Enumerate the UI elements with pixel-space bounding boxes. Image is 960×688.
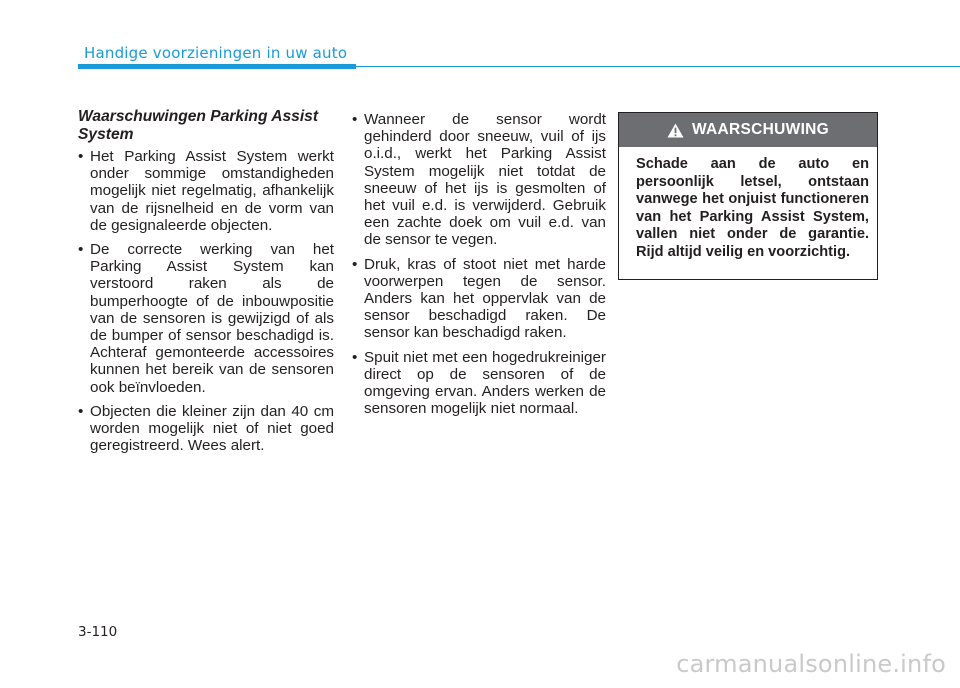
list-item-text: Spuit niet met een hogedrukreiniger direct op de sensoren of de omgeving ervan. Anders werken de sensoren mogelijk niet normaal. xyxy=(364,348,606,418)
header-rule xyxy=(356,66,960,67)
bullet-icon: • xyxy=(78,402,84,420)
bullet-icon: • xyxy=(78,241,84,259)
left-bullet-list xyxy=(78,148,334,454)
header-accent-bar xyxy=(78,64,356,69)
list-item-text: Objecten die kleiner zijn dan 40 cm worden mogelijk niet of niet goed geregistreerd. Wees alert. xyxy=(90,402,334,455)
list-item xyxy=(352,256,606,342)
warning-header xyxy=(619,113,877,147)
bullet-icon: • xyxy=(78,148,84,165)
warning-title: WAARSCHUWING xyxy=(691,121,830,138)
list-item-text: Druk, kras of stoot niet met harde voorwerpen tegen de sensor. Anders kan het oppervlak van de sensor beschadigd raken. De sensor kan beschadigd raken. xyxy=(364,255,606,342)
bullet-icon: • xyxy=(352,255,358,273)
bullet-icon: • xyxy=(352,348,358,366)
list-item xyxy=(78,403,334,455)
section-header-title: Handige voorzieningen in uw auto xyxy=(84,44,348,62)
page-number: 3-110 xyxy=(78,624,118,640)
left-column xyxy=(78,108,334,461)
list-item xyxy=(78,148,334,234)
warning-triangle-icon xyxy=(667,123,684,138)
warning-body: Schade aan de auto en persoonlijk letsel, ontstaan vanwege het onjuist functioneren van het Parking Assist System, vallen niet onder de garantie. Rijd altijd veilig en voorzichtig. xyxy=(636,156,869,260)
list-item xyxy=(352,111,606,249)
middle-column xyxy=(352,111,606,424)
warning-box xyxy=(618,112,878,280)
list-item-text: Het Parking Assist System werkt onder sommige omstandigheden mogelijk niet regelmatig, afhankelijk van de rijsnelheid en de vorm van de gesignaleerde objecten. xyxy=(90,148,334,234)
middle-bullet-list xyxy=(352,111,606,417)
section-heading: Waarschuwingen Parking Assist System xyxy=(78,108,319,143)
list-item xyxy=(352,349,606,418)
bullet-icon: • xyxy=(352,111,358,128)
list-item-text: De correcte werking van het Parking Assist System kan verstoord raken als de bumperhoogte of de inbouwpositie van de sensoren is gewijzigd of als de bumper of sensor beschadigd is. Achteraf gemonteerde accessoires kunnen het bereik van de sensoren ook beïnvloeden. xyxy=(90,241,334,396)
list-item xyxy=(78,241,334,396)
watermark: carmanualsonline.info xyxy=(676,650,946,678)
list-item-text: Wanneer de sensor wordt gehinderd door sneeuw, vuil of ijs o.i.d., werkt het Parking Assist System mogelijk niet totdat de sneeuw of het ijs is gesmolten of het vuil e.d. is verwijderd. Gebruik een zachte doek om vuil e.d. van de sensor te vegen. xyxy=(364,111,606,249)
